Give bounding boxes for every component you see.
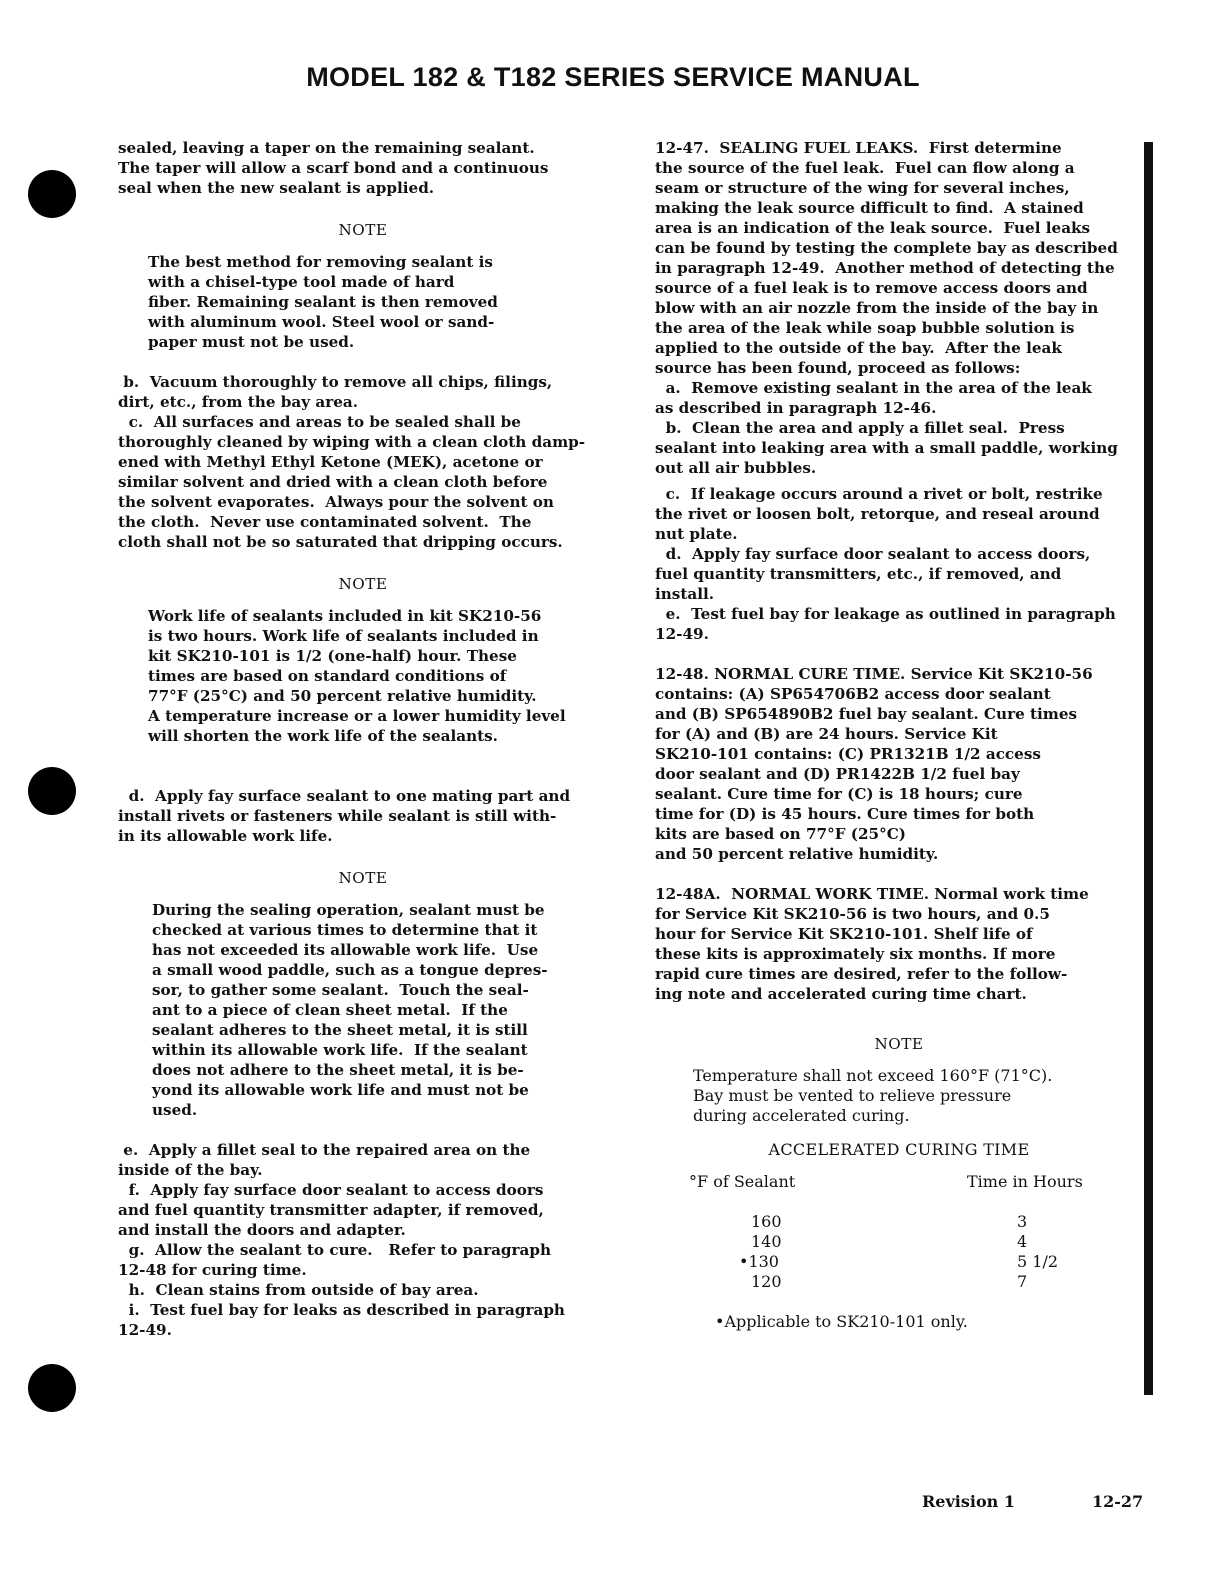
text-line: applied to the outside of the bay. After the leak [655,339,1062,357]
text-line: out all air bubbles. [655,459,817,477]
paragraph-12-47-continued [655,484,1143,644]
text-line: and fuel quantity transmitter adapter, if removed, [118,1201,544,1219]
paragraph-12-48A [655,884,1143,1004]
text-line: fuel quantity transmitters, etc., if removed, and [655,565,1062,583]
text-line: dirt, etc., from the bay area. [118,393,359,411]
text-line: area is an indication of the leak source. Fuel leaks [655,219,1091,237]
table-cell-temp: 120 [751,1272,782,1291]
text-line: c. If leakage occurs around a rivet or bolt, restrike [655,485,1103,503]
text-line: ing note and accelerated curing time chart. [655,985,1027,1003]
text-line: sealant. Cure time for (C) is 18 hours; cure [655,785,1023,803]
table-cell-hours: 3 [1017,1212,1028,1231]
paragraph-12-47 [655,138,1143,478]
page-number: 12-27 [1092,1492,1144,1511]
text-line: seam or structure of the wing for several inches, [655,179,1070,197]
table-cell-hours: 7 [1017,1272,1028,1291]
step-d [118,786,608,846]
text-line: the cloth. Never use contaminated solvent. The [118,513,532,531]
table-cell-temp: •130 [739,1252,779,1271]
text-line: b. Vacuum thoroughly to remove all chips, filings, [118,373,553,391]
text-line: contains: (A) SP654706B2 access door sealant [655,685,1051,703]
text-line: e. Apply a fillet seal to the repaired area on the [118,1141,531,1159]
text-line: for (A) and (B) are 24 hours. Service Kit [655,725,998,743]
text-line: blow with an air nozzle from the inside of the bay in [655,299,1099,317]
revision-change-bar [1144,142,1153,1395]
intro-paragraph [118,138,608,198]
text-line: install rivets or fasteners while sealant is still with- [118,807,557,825]
table-cell-hours: 5 1/2 [1017,1252,1059,1271]
table-cell-temp: 140 [751,1232,782,1251]
text-line: making the leak source difficult to find. A stained [655,199,1084,217]
text-line: The taper will allow a scarf bond and a continuous [118,159,549,177]
steps-e-i [118,1140,608,1340]
binder-hole-bottom [28,1364,76,1412]
text-line: f. Apply fay surface door sealant to access doors [118,1181,544,1199]
text-line: and 50 percent relative humidity. [655,845,939,863]
text-line: in paragraph 12-49. Another method of detecting the [655,259,1115,277]
note-heading: NOTE [338,221,388,239]
text-line: rapid cure times are desired, refer to the follow- [655,965,1068,983]
text-line: the solvent evaporates. Always pour the solvent on [118,493,554,511]
text-line: 12-49. [655,625,709,643]
text-line: the rivet or loosen bolt, retorque, and reseal around [655,505,1100,523]
text-line: inside of the bay. [118,1161,263,1179]
text-line: c. All surfaces and areas to be sealed shall be [118,413,521,431]
paragraph-12-48 [655,664,1143,864]
text-line: seal when the new sealant is applied. [118,179,435,197]
text-line: install. [655,585,715,603]
text-line: 12-48. NORMAL CURE TIME. Service Kit SK210-56 [655,665,1093,683]
text-line: cloth shall not be so saturated that dripping occurs. [118,533,563,551]
text-line: 12-48A. NORMAL WORK TIME. Normal work time [655,885,1089,903]
revision-label: Revision 1 [922,1492,1015,1511]
text-line: hour for Service Kit SK210-101. Shelf life of [655,925,1033,943]
text-line: e. Test fuel bay for leakage as outlined in paragraph [655,605,1116,623]
table-cell-hours: 4 [1017,1232,1028,1251]
text-line: the source of the fuel leak. Fuel can flow along a [655,159,1075,177]
curing-table-title: ACCELERATED CURING TIME [768,1140,1030,1159]
text-line: sealant into leaking area with a small paddle, working [655,439,1118,457]
text-line: 12-48 for curing time. [118,1261,307,1279]
text-line: for Service Kit SK210-56 is two hours, and 0.5 [655,905,1050,923]
accelerated-curing-table [655,1172,1143,1342]
note-body: Temperature shall not exceed 160°F (71°C). Bay must be vented to relieve pressure during accelerated curing. [693,1066,1053,1125]
text-line: a. Remove existing sealant in the area of the leak [655,379,1092,397]
text-line: d. Apply fay surface door sealant to access doors, [655,545,1091,563]
text-line: sealed, leaving a taper on the remaining sealant. [118,139,535,157]
text-line: can be found by testing the complete bay as described [655,239,1118,257]
text-line: 12-49. [118,1321,172,1339]
text-line: d. Apply fay surface sealant to one mating part and [118,787,571,805]
left-column [118,138,608,1340]
text-line: ened with Methyl Ethyl Ketone (MEK), acetone or [118,453,543,471]
steps-b-c [118,372,608,552]
table-header-hours: Time in Hours [967,1172,1083,1191]
text-line: the area of the leak while soap bubble solution is [655,319,1075,337]
note-body: The best method for removing sealant is with a chisel-type tool made of hard fiber. Remaining sealant is then removed with aluminum wool. Steel wool or sand- paper must not be used. [148,253,498,351]
text-line: 12-47. SEALING FUEL LEAKS. First determine [655,139,1062,157]
text-line: and install the doors and adapter. [118,1221,406,1239]
text-line: SK210-101 contains: (C) PR1321B 1/2 access [655,745,1041,763]
text-line: kits are based on 77°F (25°C) [655,825,906,843]
right-column [655,138,1143,1342]
table-header-temperature: °F of Sealant [689,1172,796,1191]
binder-hole-middle [28,767,76,815]
note-body: During the sealing operation, sealant must be checked at various times to determine that it has not exceeded its allowable work life. Use a small wood paddle, such as a tongue depres- sor, to gather some sealant. Touch the seal- ant to a piece of clean sheet metal. If the sealant adheres to the sheet metal, it is still within its allowable work life. If the sealant does not adhere to the sheet metal, it is be- yond its allowable work life and must not be used. [152,901,548,1119]
text-line: source of a fuel leak is to remove access doors and [655,279,1088,297]
text-line: i. Test fuel bay for leaks as described in paragraph [118,1301,565,1319]
note-body: Work life of sealants included in kit SK210-56 is two hours. Work life of sealants included in kit SK210-101 is 1/2 (one-half) hour. These times are based on standard conditions of 77°F (25°C) and 50 percent relative humidity. A temperature increase or a lower humidity level will shorten the work life of the sealants. [148,607,566,745]
text-line: b. Clean the area and apply a fillet seal. Press [655,419,1065,437]
table-cell-temp: 160 [751,1212,782,1231]
text-line: g. Allow the sealant to cure. Refer to paragraph [118,1241,552,1259]
note-heading: NOTE [338,575,388,593]
note-heading: NOTE [338,869,388,887]
text-line: similar solvent and dried with a clean cloth before [118,473,548,491]
note-heading: NOTE [874,1035,924,1053]
text-line: thoroughly cleaned by wiping with a clean cloth damp- [118,433,586,451]
table-footnote: •Applicable to SK210-101 only. [715,1312,968,1331]
text-line: as described in paragraph 12-46. [655,399,937,417]
binder-hole-top [28,170,76,218]
text-line: these kits is approximately six months. If more [655,945,1056,963]
text-line: and (B) SP654890B2 fuel bay sealant. Cure times [655,705,1078,723]
row-marker: • [739,1252,749,1271]
text-line: time for (D) is 45 hours. Cure times for both [655,805,1035,823]
text-line: h. Clean stains from outside of bay area. [118,1281,479,1299]
text-line: nut plate. [655,525,738,543]
text-line: in its allowable work life. [118,827,333,845]
text-line: source has been found, proceed as follows: [655,359,1021,377]
page-header-title: MODEL 182 & T182 SERIES SERVICE MANUAL [306,62,920,92]
text-line: door sealant and (D) PR1422B 1/2 fuel bay [655,765,1020,783]
